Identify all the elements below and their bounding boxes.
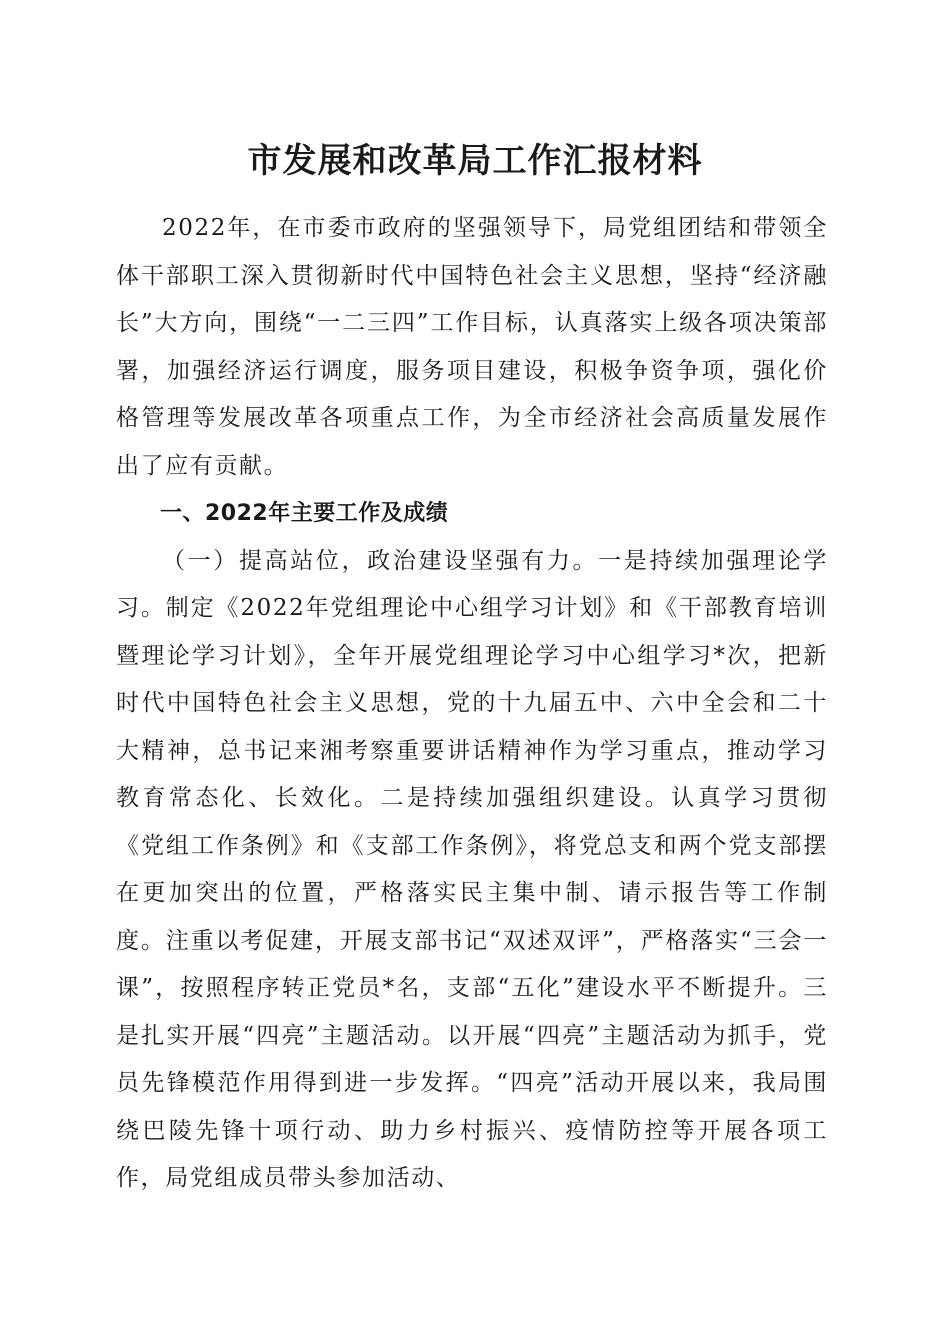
intro-paragraph: 2022年，在市委市政府的坚强领导下，局党组团结和带领全体干部职工深入贯彻新时代中国特色社会主义思想，坚持“经济融长”大方向，围绕“一二三四”工作目标，认真落实上级各项决策部署，加强经济运行调度，服务项目建设，积极争资争项，强化价格管理等发展改革各项重点工作，为全市经济社会高质量发展作出了应有贡献。 bbox=[116, 215, 828, 479]
section-paragraph: （一）提高站位，政治建设坚强有力。一是持续加强理论学习。制定《2022年党组理论中心组学习计划》和《干部教育培训暨理论学习计划》，全年开展党组理论学习中心组学习*次，把新时代中国特色社会主义思想，党的十九届五中、六中全会和二十大精神，总书记来湘考察重要讲话精神作为学习重点，推动学习教育常态化、长效化。二是持续加强组织建设。认真学习贯彻《党组工作条例》和《支部工作条例》，将党总支和两个党支部摆在更加突出的位置，严格落实民主集中制、请示报告等工作制度。注重以考促建，开展支部书记“双述双评”，严格落实“三会一课”，按照程序转正党员*名，支部“五化”建设水平不断提升。三是扎实开展“四亮”主题活动。以开展“四亮”主题活动为抓手，党员先锋模范作用得到进一步发挥。“四亮”活动开展以来，我局围绕巴陵先锋十项行动、助力乡村振兴、疫情防控等开展各项工作，局党组成员带头参加活动、 bbox=[116, 547, 828, 1191]
document-body bbox=[116, 205, 828, 1203]
page-title: 市发展和改革局工作汇报材料 bbox=[247, 141, 703, 181]
section-heading: 一、2022年主要工作及成绩 bbox=[160, 501, 449, 526]
